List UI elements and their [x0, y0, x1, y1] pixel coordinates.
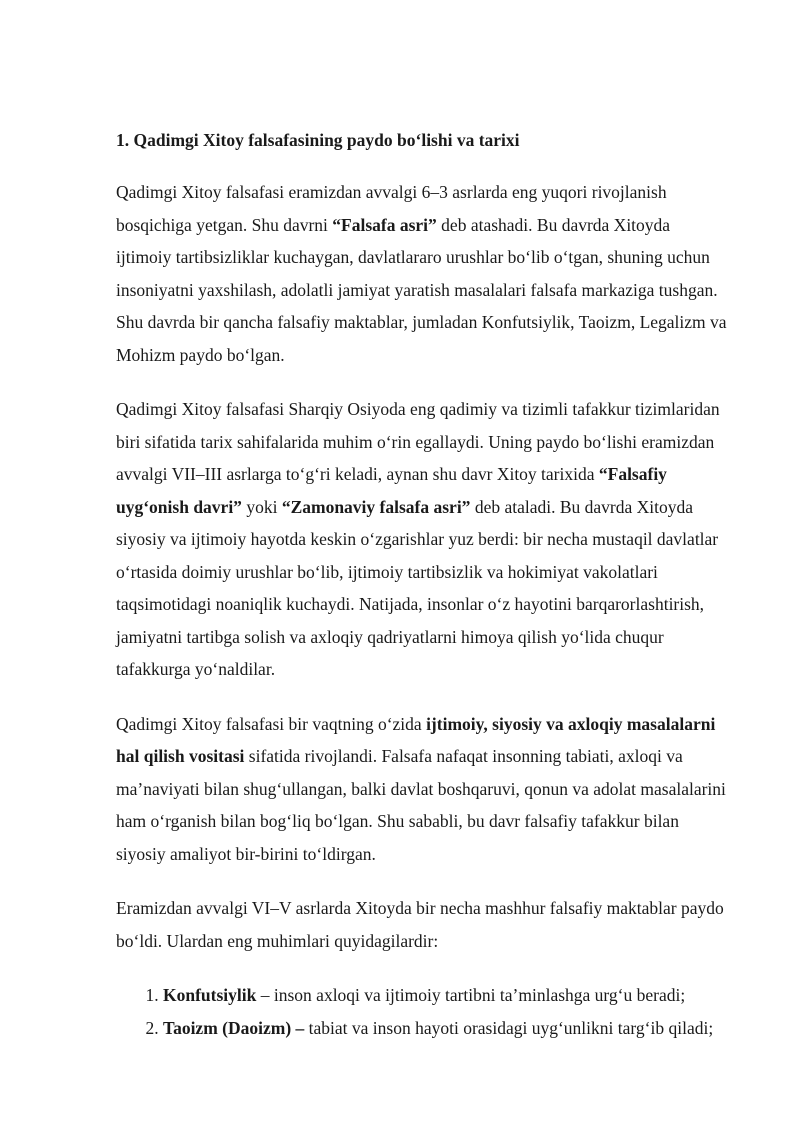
section-heading: 1. Qadimgi Xitoy falsafasining paydo bo‘lishi va tarixi	[116, 130, 520, 150]
paragraph-3-text-1: Qadimgi Xitoy falsafasi bir vaqtning o‘zida	[116, 713, 427, 734]
paragraph-1-text-1: Qadimgi Xitoy falsafasi eramizdan avvalgi 6–3 asrlarda eng yuqori rivojlanish bosqichiga yetgan. Shu davrni	[116, 182, 667, 235]
document-page	[116, 126, 728, 1044]
list-item-term: Taoizm (Daoizm) –	[163, 1017, 305, 1038]
paragraph-1-text-2: deb atashadi. Bu davrda Xitoyda ijtimoiy tartibsizliklar kuchaygan, davlatlararo urushlar bo‘lib o‘tgan, shuning uchun insoniyatni yaxshilash, adolatli jamiyat yaratish masalalari falsafa markaziga tushgan. Shu davrda bir qancha falsafiy maktablar, jumladan Konfutsiylik, Taoizm, Legalizm va Mohizm paydo bo‘lgan.	[116, 214, 727, 365]
paragraph-2-bold-2: “Zamonaviy falsafa asri”	[281, 496, 471, 517]
paragraph-3-bold-1: ijtimoiy, siyosiy va axloqiy masalalarni hal qilish vositasi	[116, 713, 716, 766]
list-item-desc: – inson axloqi va ijtimoiy tartibni ta’minlashga urg‘u beradi;	[256, 985, 686, 1005]
paragraph-2-text-3: deb ataladi. Bu davrda Xitoyda siyosiy va ijtimoiy hayotda keskin o‘zgarishlar yuz berdi: bir necha mustaqil davlatlar o‘rtasida doimiy urushlar bo‘lib, ijtimoiy tartibsizlik va hokimiyat vakolatlari taqsimotidagi noaniqlik kuchaydi. Natijada, insonlar o‘z hayotini barqarorlashtirish, jamiyatni tartibga solish va axloqiy qadriyatlarni himoya qilish yo‘lida chuqur tafakkurga yo‘naldilar.	[116, 496, 719, 679]
list-item	[163, 979, 728, 1012]
paragraph-1-bold-1: “Falsafa asri”	[332, 214, 437, 235]
list-item-term: Konfutsiylik	[163, 985, 257, 1005]
paragraph-4: Eramizdan avvalgi VI–V asrlarda Xitoyda bir necha mashhur falsafiy maktablar paydo bo‘ldi. Ulardan eng muhimlari quyidagilardir:	[116, 898, 724, 951]
paragraph-2-bold-1: “Falsafiy uyg‘onish davri”	[116, 464, 667, 517]
schools-list	[116, 979, 728, 1044]
paragraph-3-text-2: sifatida rivojlandi. Falsafa nafaqat insonning tabiati, axloqi va ma’naviyati bilan shug‘ullangan, balki davlat boshqaruvi, qonun va adolat masalalarini ham o‘rganish bilan bog‘liq bo‘lgan. Shu sababli, bu davr falsafiy tafakkur bilan siyosiy amaliyot bir-birini to‘ldirgan.	[116, 746, 726, 864]
paragraph-2-text-2: yoki	[241, 496, 282, 517]
paragraph-3	[116, 708, 728, 871]
paragraph-2-text-1: Qadimgi Xitoy falsafasi Sharqiy Osiyoda eng qadimiy va tizimli tafakkur tizimlaridan biri sifatida tarix sahifalarida muhim o‘rin egallaydi. Uning paydo bo‘lishi eramizdan avvalgi VII–III asrlarga to‘g‘ri keladi, aynan shu davr Xitoy tarixida	[116, 399, 720, 484]
paragraph-2	[116, 393, 728, 686]
paragraph-1	[116, 176, 728, 371]
list-item-desc: tabiat va inson hayoti orasidagi uyg‘unlikni targ‘ib qiladi;	[304, 1017, 714, 1038]
list-item	[163, 1012, 728, 1045]
